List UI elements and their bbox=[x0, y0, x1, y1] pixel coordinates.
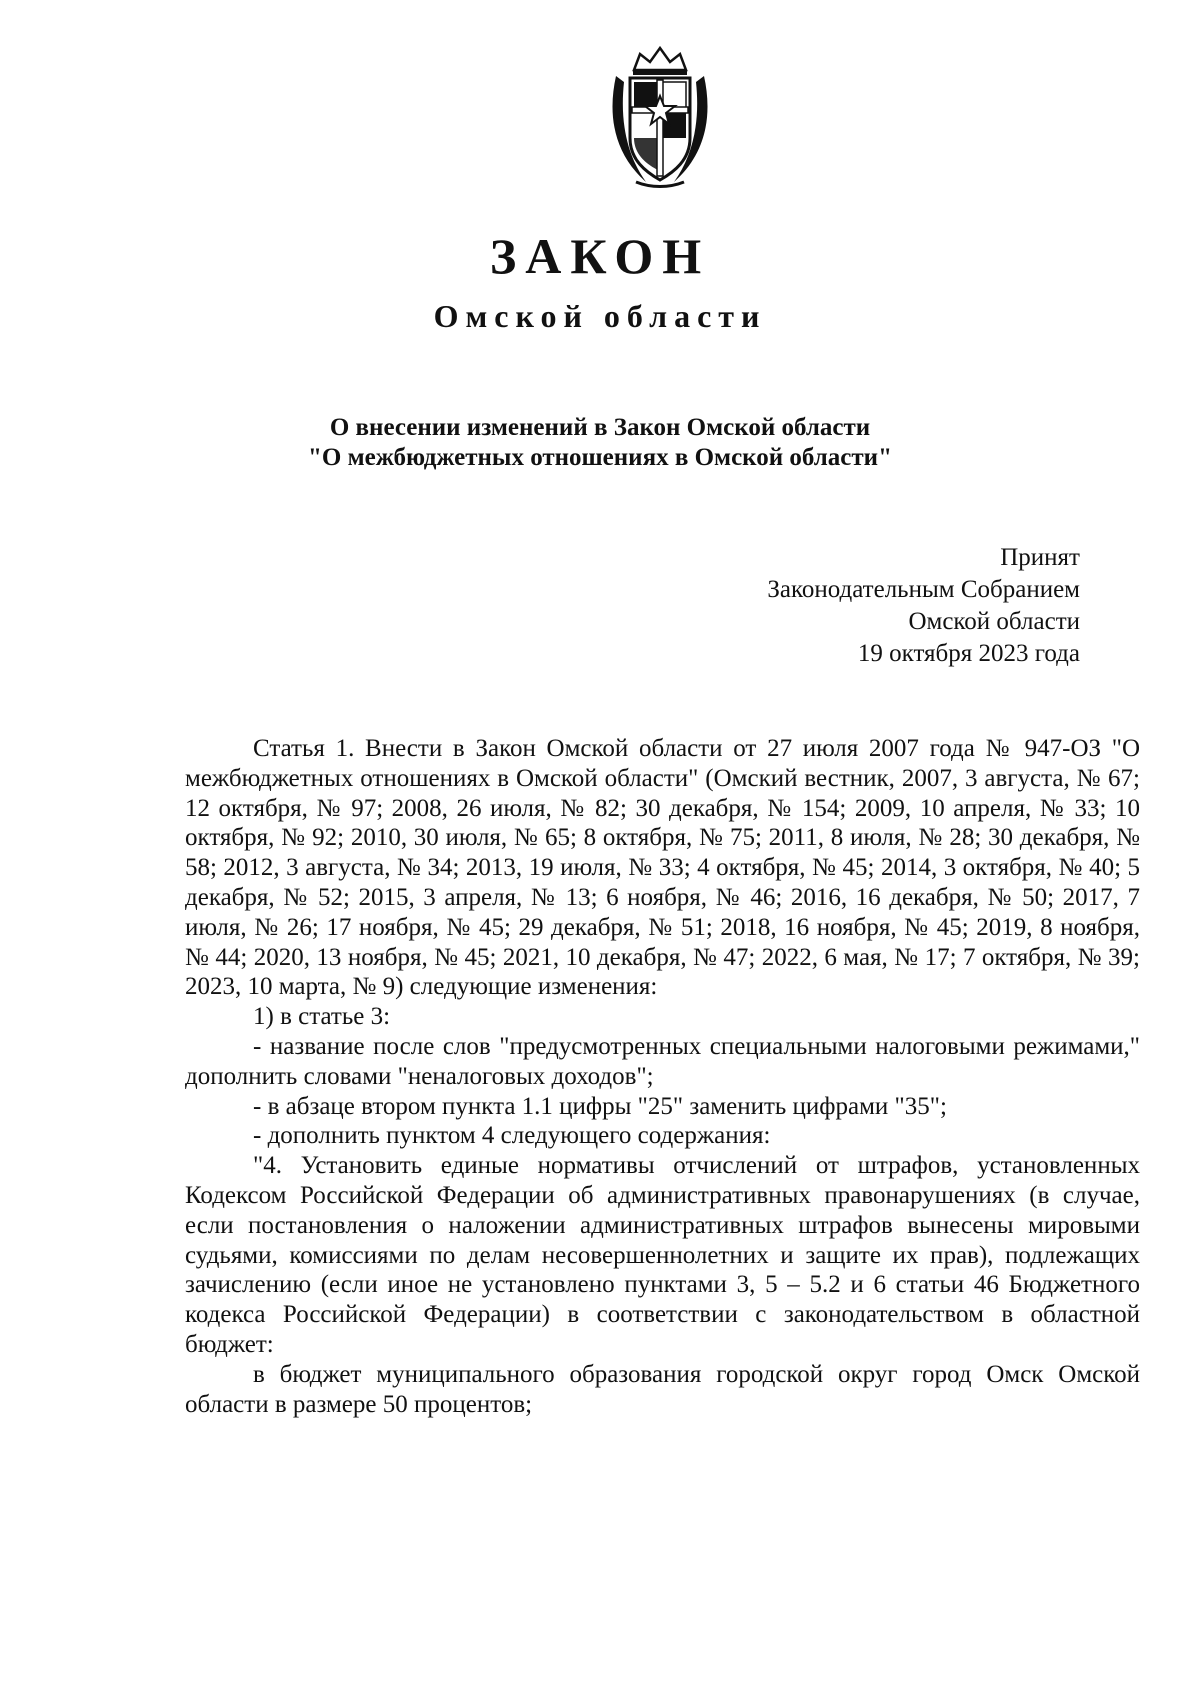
law-title-line: "О межбюджетных отношениях в Омской области" bbox=[308, 444, 892, 471]
law-title bbox=[0, 413, 1200, 473]
adoption-line: Омской области bbox=[908, 608, 1080, 635]
adoption-line: Законодательным Собранием bbox=[767, 576, 1080, 603]
adoption-line: Принят bbox=[1000, 544, 1080, 571]
paragraph: - в абзаце втором пункта 1.1 цифры "25" заменить цифрами "35"; bbox=[253, 1092, 947, 1120]
document-subtitle: Омской области bbox=[433, 298, 767, 334]
adoption-date: 19 октября 2023 года bbox=[857, 640, 1080, 667]
document-body bbox=[185, 734, 1140, 1419]
document-title: ЗАКОН bbox=[489, 228, 711, 284]
paragraph: Статья 1. Внести в Закон Омской области от 27 июля 2007 года № 947-ОЗ "О межбюджетных отношениях в Омской области" (Омский вестник, 2007, 3 августа, № 67; 12 октября, № 97; 2008, 26 июля, № 82; 30 декабря, № 154; 2009, 10 апреля, № 33; 10 октября, № 92; 2010, 30 июля, № 65; 8 октября, № 75; 2011, 8 июля, № 28; 30 декабря, № 58; 2012, 3 августа, № 34; 2013, 19 июля, № 33; 4 октября, № 45; 2014, 3 октября, № 40; 5 декабря, № 52; 2015, 3 апреля, № 13; 6 ноября, № 46; 2016, 16 декабря, № 50; 2017, 7 июля, № 26; 17 ноября, № 45; 29 декабря, № 51; 2018, 16 ноября, № 45; 2019, 8 ноября, № 44; 2020, 13 ноября, № 45; 2021, 10 декабря, № 47; 2022, 6 мая, № 17; 7 октября, № 39; 2023, 10 марта, № 9) следующие изменения: bbox=[185, 735, 1140, 1001]
law-title-line: О внесении изменений в Закон Омской области bbox=[329, 414, 871, 441]
paragraph: - дополнить пунктом 4 следующего содержания: bbox=[253, 1122, 771, 1150]
paragraph: "4. Установить единые нормативы отчислений от штрафов, установленных Кодексом Российской Федерации об административных правонарушениях (в случае, если постановления о наложении административных штрафов вынесены мировыми судьями, комиссиями по делам несовершеннолетних и защите их прав), подлежащих зачислению (если иное не установлено пунктами 3, 5 – 5.2 и 6 статьи 46 Бюджетного кодекса Российской Федерации) в соответствии с законодательством в областной бюджет: bbox=[185, 1152, 1140, 1358]
paragraph: - название после слов "предусмотренных специальными налоговыми режимами," дополнить словами "неналоговых доходов"; bbox=[185, 1032, 1140, 1090]
paragraph: в бюджет муниципального образования городской округ город Омск Омской области в размере 50 процентов; bbox=[185, 1360, 1140, 1418]
adoption-block bbox=[767, 542, 1080, 670]
coat-of-arms-icon bbox=[606, 42, 714, 192]
paragraph: 1) в статье 3: bbox=[253, 1003, 391, 1031]
